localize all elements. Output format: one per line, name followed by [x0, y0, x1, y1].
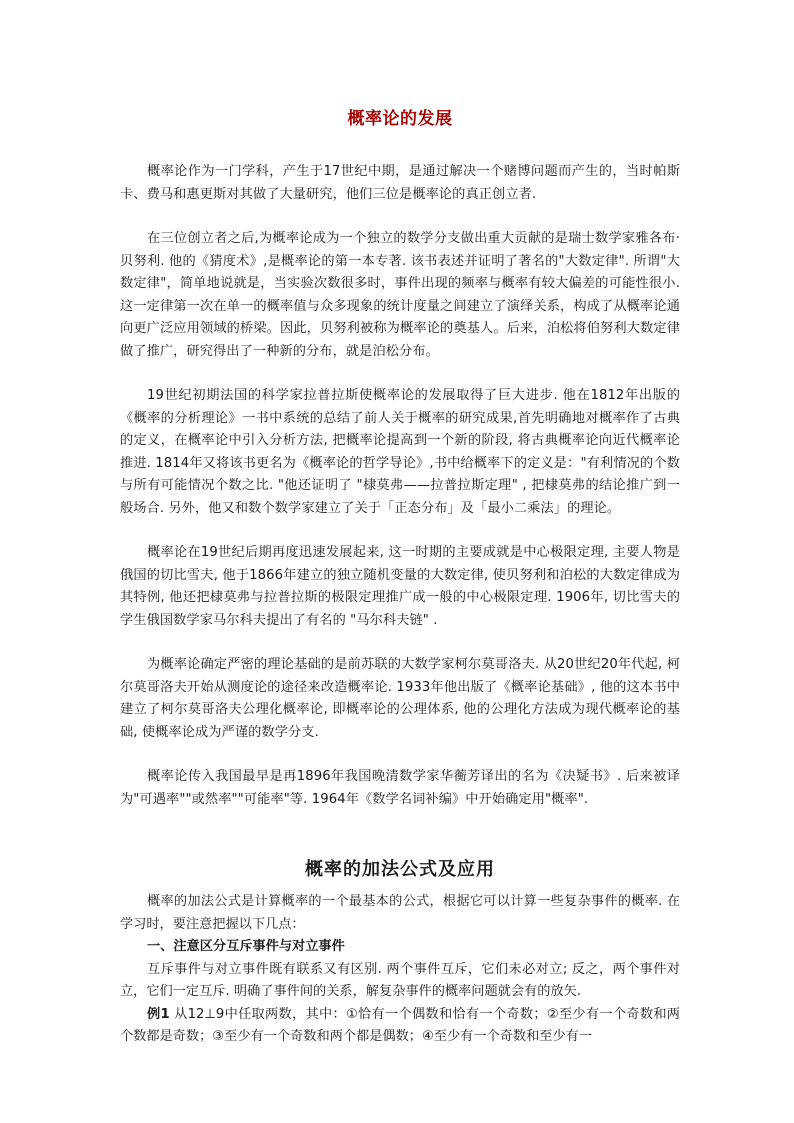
- paragraph-china: 概率论传入我国最早是再1896年我国晚清数学家华蘅芳译出的名为《决疑书》. 后来被译为"可遇率""或然率""可能率"等. 1964年《数学名词补编》中开始确定用"概率".: [120, 769, 680, 807]
- paragraph-origin: 概率论作为一门学科，产生于17世纪中期，是通过解决一个赌博问题而产生的，当时帕斯卡、费马和惠更斯对其做了大量研究，他们三位是概率论的真正创立者.: [120, 164, 680, 202]
- paragraph-chebyshev: 概率论在19世纪后期再度迅速发展起来, 这一时期的主要成就是中心极限定理, 主要人物是俄国的切比雪夫, 他于1866年建立的独立随机变量的大数定律, 使贝努利和泊松的大数定律成为其特例, 他还把棣莫弗与拉普拉斯的极限定理推广成一般的中心极限定理. 1906年, 切比雪夫的学生俄国数学家马尔科夫提出了有名的 "马尔科夫链" .: [120, 545, 680, 628]
- example-1: [120, 1004, 680, 1049]
- example-1-label: 例1: [147, 1006, 170, 1022]
- paragraph-exclusive-vs-complementary: 互斥事件与对立事件既有联系又有区别. 两个事件互斥，它们未必对立; 反之，两个事件对立，它们一定互斥. 明确了事件间的关系，解复杂事件的概率问题就会有的放矢.: [120, 961, 680, 999]
- subsection-heading-mutually-exclusive: 一、注意区分互斥事件与对立事件: [147, 939, 345, 954]
- section-title-probability-history: 概率论的发展: [347, 109, 453, 129]
- paragraph-bernoulli: 在三位创立者之后,为概率论成为一个独立的数学分支做出重大贡献的是瑞士数学家雅各布·贝努利. 他的《猜度术》,是概率论的第一本专著. 该书表述并证明了著名的"大数定律". 所谓"大数定律"，简单地说就是，当实验次数很多时，事件出现的频率与概率有较大偏差的可能性很小. 这一定律第一次在单一的概率值与众多现象的统计度量之间建立了演绎关系，构成了从概率论通向更广泛应用领域的桥梁。因此，贝努利被称为概率论的奠基人。后来，泊松将伯努利大数定律做了推广，研究得出了一种新的分布，就是泊松分布。: [120, 231, 680, 359]
- section-title-addition-formula: 概率的加法公式及应用: [305, 859, 495, 880]
- document-content: [120, 104, 680, 1049]
- example-1-text: 从12⊥9中任取两数，其中：①恰有一个偶数和恰有一个奇数；②至少有一个奇数和两个数都是奇数；③至少有一个奇数和两个都是偶数；④至少有一个奇数和至少有一: [120, 1006, 680, 1044]
- paragraph-addition-intro: 概率的加法公式是计算概率的一个最基本的公式，根据它可以计算一些复杂事件的概率. 在学习时，要注意把握以下几点：: [120, 894, 680, 932]
- paragraph-kolmogorov: 为概率论确定严密的理论基础的是前苏联的大数学家柯尔莫哥洛夫. 从20世纪20年代起, 柯尔莫哥洛夫开始从测度论的途径来改造概率论. 1933年他出版了《概率论基础》, 他的这本书中建立了柯尔莫哥洛夫公理化概率论, 即概率论的公理体系, 他的公理化方法成为现代概率论的基础, 使概率论成为严谨的数学分支.: [120, 657, 680, 740]
- paragraph-laplace: 19世纪初期法国的科学家拉普拉斯使概率论的发展取得了巨大进步. 他在1812年出版的《概率的分析理论》一书中系统的总结了前人关于概率的研究成果,首先明确地对概率作了古典的定义，在概率论中引入分析方法, 把概率论提高到一个新的阶段, 将古典概率论向近代概率论推进. 1814年又将该书更名为《概率论的哲学导论》,书中给概率下的定义是："有利情况的个数与所有可能情况个数之比. "他还证明了 "棣莫弗——拉普拉斯定理" , 把棣莫弗的结论推广到一般场合. 另外，他又和数个数学家建立了关于「正态分布」及「最小二乘法」的理论。: [120, 388, 680, 516]
